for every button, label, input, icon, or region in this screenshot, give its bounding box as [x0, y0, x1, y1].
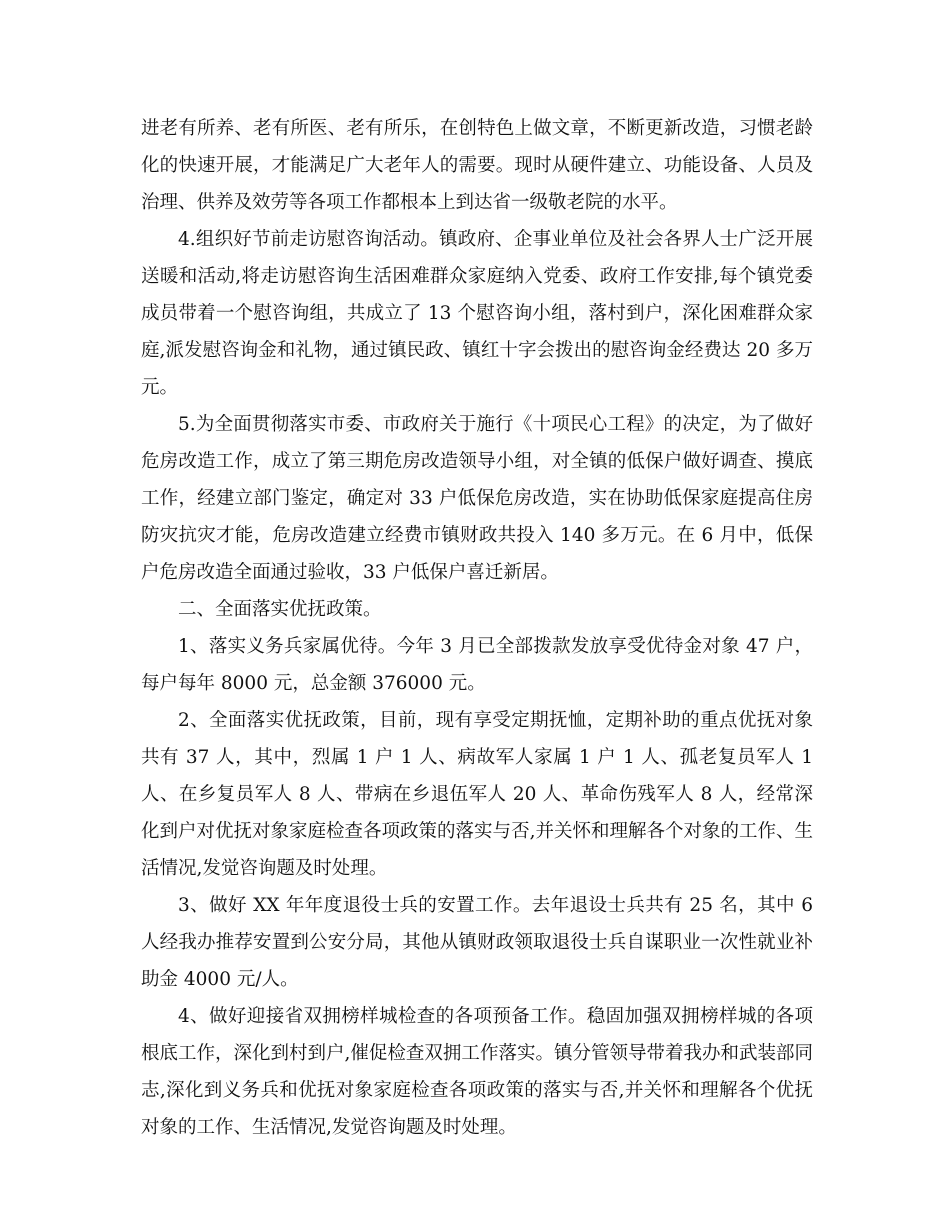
paragraph-soldier-family-benefits: 1、落实义务兵家属优待。今年 3 月已全部拨款发放享受优待金对象 47 户，每户每年 8000 元，总金额 376000 元。 — [141, 636, 813, 694]
paragraph-elderly-care: 进老有所养、老有所医、老有所乐，在创特色上做文章，不断更新改造，习惯老龄化的快速开展，才能满足广大老年人的需要。现时从硬件建立、功能设备、人员及治理、供养及效劳等各项工作都根本上到达省一级敬老院的水平。 — [141, 118, 813, 213]
paragraph-holiday-visits: 4.组织好节前走访慰咨询活动。镇政府、企事业单位及社会各界人士广泛开展送暖和活动,将走访慰咨询生活困难群众家庭纳入党委、政府工作安排,每个镇党委成员带着一个慰咨询组，共成立了 13 个慰咨询小组，落村到户，深化困难群众家庭,派发慰咨询金和礼物，通过镇民政、镇红十字会拨出的慰咨询金经费达 20 多万元。 — [141, 229, 813, 398]
paragraph-pension-policy: 2、全面落实优抚政策，目前，现有享受定期抚恤，定期补助的重点优抚对象共有 37 人，其中，烈属 1 户 1 人、病故军人家属 1 户 1 人、孤老复员军人 1 人、在乡复员军人 8 人、带病在乡退伍军人 20 人、革命伤残军人 8 人，经常深化到户对优抚对象家庭检查各项政策的落实与否,并关怀和理解各个对象的工作、生活情况,发觉咨询题及时处理。 — [141, 710, 813, 879]
section-heading-preferential-policy: 二、全面落实优抚政策。 — [178, 599, 382, 620]
paragraph-model-city-inspection: 4、做好迎接省双拥榜样城检查的各项预备工作。稳固加强双拥榜样城的各项根底工作，深化到村到户,催促检查双拥工作落实。镇分管领导带着我办和武装部同志,深化到义务兵和优抚对象家庭检查各项政策的落实与否,并关怀和理解各个优抚对象的工作、生活情况,发觉咨询题及时处理。 — [141, 1006, 813, 1138]
paragraph-veteran-placement: 3、做好 XX 年年度退役士兵的安置工作。去年退设士兵共有 25 名，其中 6 人经我办推荐安置到公安分局，其他从镇财政领取退役士兵自谋职业一次性就业补助金 4000 元/人。 — [141, 895, 813, 990]
paragraph-housing-renovation: 5.为全面贯彻落实市委、市政府关于施行《十项民心工程》的决定，为了做好危房改造工作，成立了第三期危房改造领导小组，对全镇的低保户做好调查、摸底工作，经建立部门鉴定，确定对 33 户低保危房改造，实在协助低保家庭提高住房防灾抗灾才能，危房改造建立经费市镇财政共投入 140 多万元。在 6 月中，低保户危房改造全面通过验收，33 户低保户喜迁新居。 — [141, 414, 813, 583]
document-body — [141, 110, 813, 1146]
